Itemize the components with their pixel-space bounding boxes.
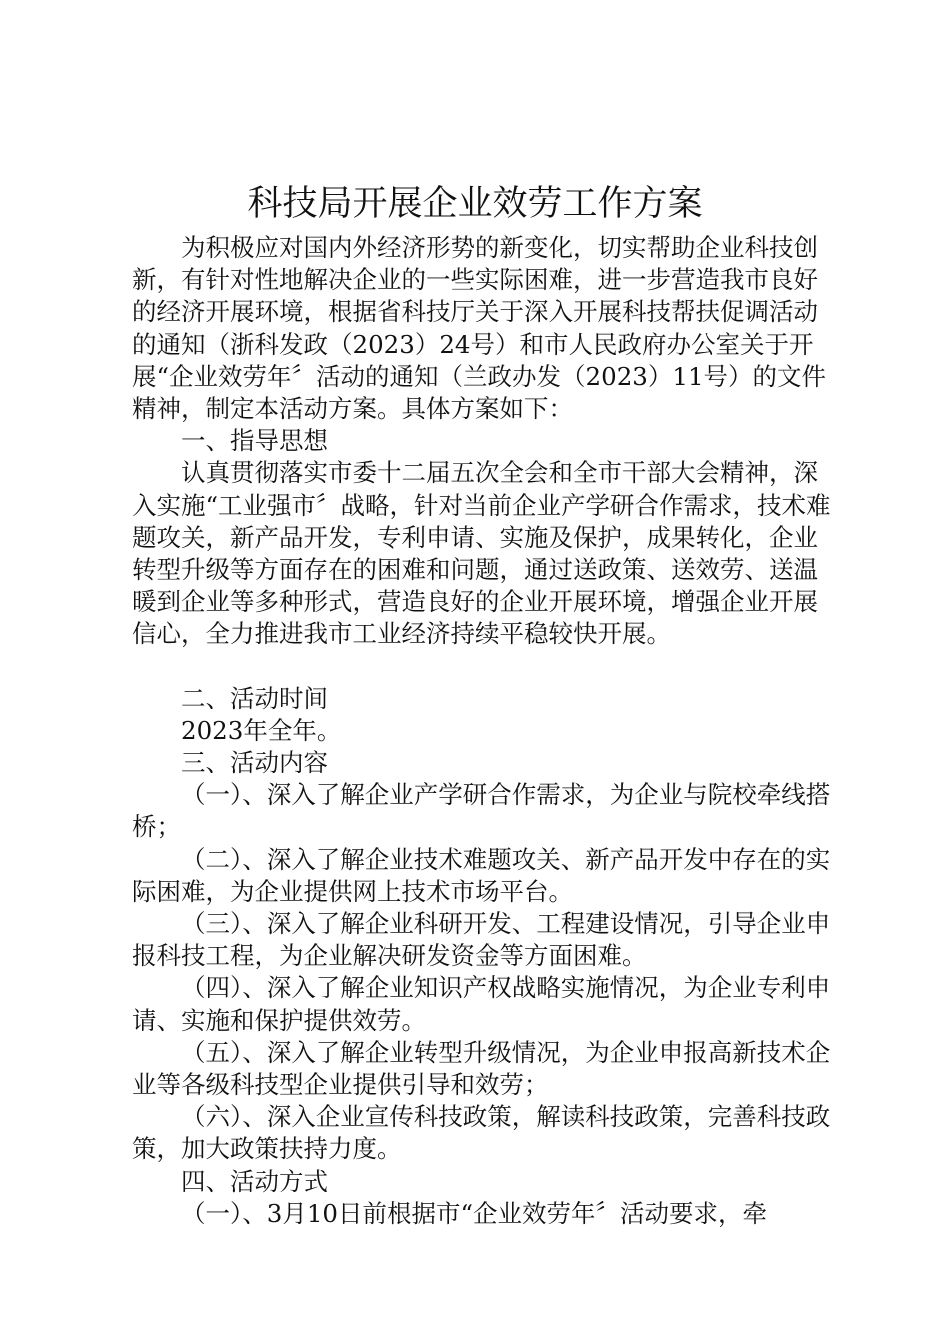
section-heading-activity-time: 二、活动时间 [181,683,328,713]
content-item-5: （五）、深入了解企业转型升级情况，为企业申报高新技术企业等各级科技型企业提供引导和效劳； [132,1037,831,1100]
document-body [132,232,832,1230]
content-item-6: （六）、深入企业宣传科技政策，解读科技政策，完善科技政策，加大政策扶持力度。 [132,1102,831,1164]
activity-time-paragraph: 2023年全年。 [181,715,342,745]
content-item-4: （四）、深入了解企业知识产权战略实施情况，为企业专利申请、实施和保护提供效劳。 [132,973,831,1035]
intro-paragraph: 为积极应对国内外经济形势的新变化，切实帮助企业科技创新，有针对性地解决企业的一些实际困难，进一步营造我市良好的经济开展环境，根据省科技厅关于深入开展科技帮扶促调活动的通知（浙科发政（2023）24号）和市人民政府办公室关于开展“企业效劳年〞活动的通知（兰政办发（2023）11号）的文件精神，制定本活动方案。具体方案如下： [132,233,827,424]
guiding-thought-paragraph: 认真贯彻落实市委十二届五次全会和全市干部大会精神，深入实施“工业强市〞战略，针对当前企业产学研合作需求，技术难题攻关，新产品开发，专利申请、实施及保护，成果转化，企业转型升级等方面存在的困难和问题，通过送政策、送效劳、送温暖到企业等多种形式，营造良好的企业开展环境，增强企业开展信心，全力推进我市工业经济持续平稳较快开展。 [132,458,831,649]
section-heading-guiding-thought: 一、指导思想 [181,426,328,456]
content-item-3: （三）、深入了解企业科研开发、工程建设情况，引导企业申报科技工程，为企业解决研发资金等方面困难。 [132,909,831,971]
document-title: 科技局开展企业效劳工作方案 [247,184,703,224]
section-heading-activity-content: 三、活动内容 [181,748,328,778]
section-heading-activity-method: 四、活动方式 [181,1166,328,1196]
content-item-2: （二）、深入了解企业技术难题攻关、新产品开发中存在的实际困难，为企业提供网上技术市场平台。 [132,844,831,906]
method-item-1: （一）、3月10日前根据市“企业效劳年〞活动要求，牵 [181,1198,768,1228]
content-item-1: （一）、深入了解企业产学研合作需求，为企业与院校牵线搭桥； [132,780,831,842]
paragraph-spacer [132,651,832,683]
